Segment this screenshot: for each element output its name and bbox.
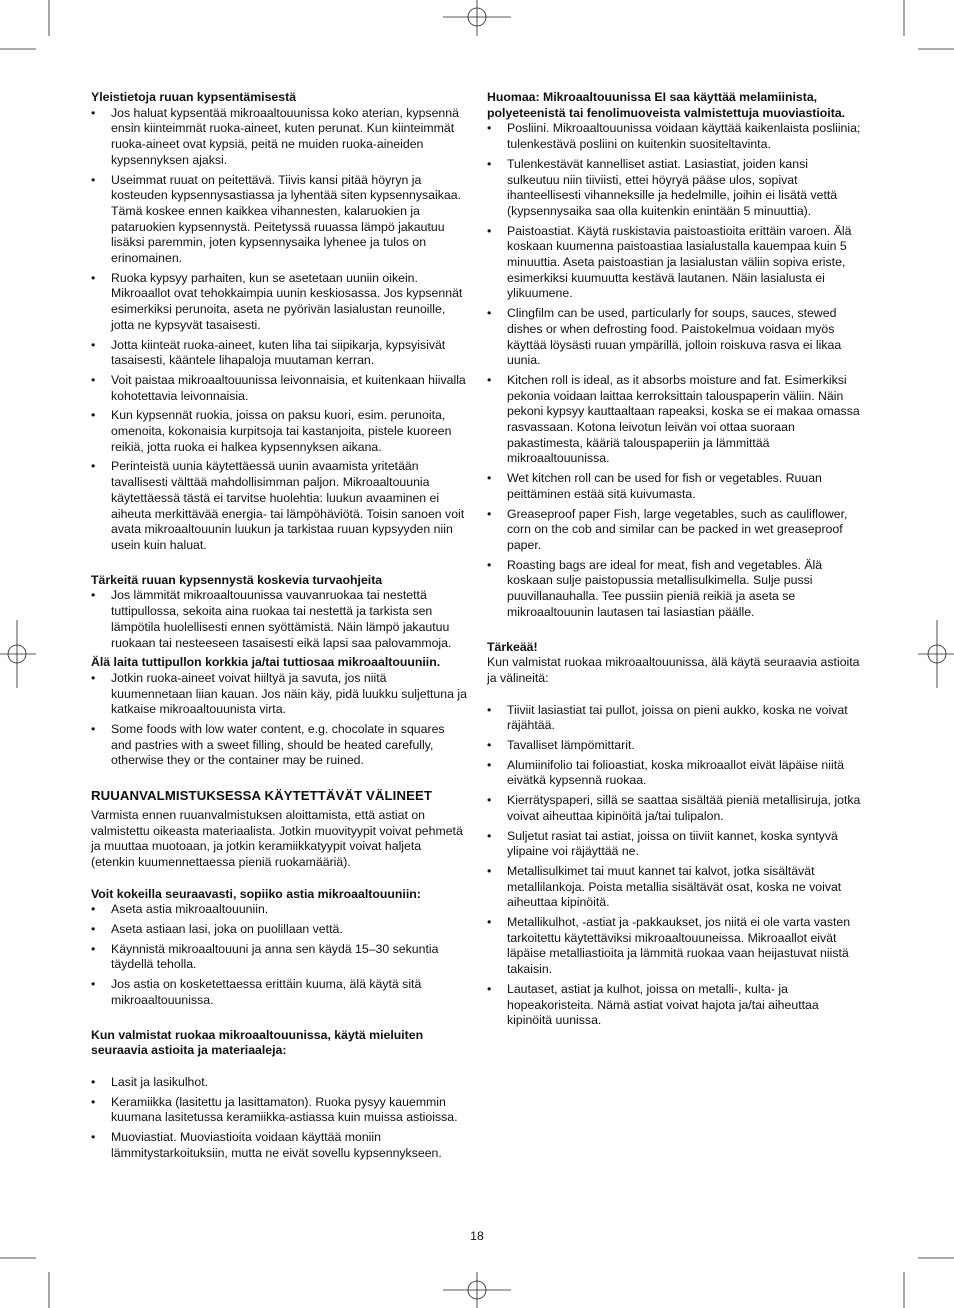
list-item: • Tiiviit lasiastiat tai pullot, joissa on pieni aukko, koska ne voivat räjähtää.: [487, 703, 863, 734]
list-item: • Aseta astia mikroaaltouuniin.: [91, 902, 467, 918]
list-item: • Kierrätyspaperi, sillä se saattaa sisältää pieniä metallisiruja, jotka voivat aiheuttaa kipinöitä ja/tai tulipalon.: [487, 793, 863, 824]
list-item: • Useimmat ruuat on peitettävä. Tiivis kansi pitää höyryn ja kosteuden kypsennysastiassa ja lyhentää siten kypsennysaikaa. Tämä koskee ennen kaikkea vihannesten, kalaruokien ja pataruokien kypsennystä. Peitetyssä ruuassa lämpö jakautuu lisäksi paremmin, joten kypsennysaika lyhenee ja tulos on erinomainen.: [91, 173, 467, 267]
list-item: • Perinteistä uunia käytettäessä uunin avaamista yritetään tavallisesti välttää mahdollisimman paljon. Mikroaaltouunia käytettäessä tästä ei tarvitse huolehtia: luukun avaaminen ei aiheuta merkittävää energia- tai lämpöhäviötä. Toisin sanoen voit avata mikroaaltouunin luukun ja tarkistaa ruuan kypsyyden niin usein kuin haluat.: [91, 459, 467, 553]
section-heading-test: Voit kokeilla seuraavasti, sopiiko astia mikroaaltouuniin:: [91, 886, 421, 901]
left-column: [91, 90, 467, 1161]
list-item: • Clingfilm can be used, particularly for soups, sauces, stewed dishes or when defrosting food. Paistokelmua voidaan myös käyttää löysästi ruuan ympärillä, jolloin roiskuva rasva ei likaa uunia.: [487, 306, 863, 369]
list-item: • Keramiikka (lasitettu ja lasittamaton). Ruoka pysyy kauemmin kuumana lasitetussa keramiikka-astiassa kuin muissa astioissa.: [91, 1095, 467, 1126]
list-item: • Käynnistä mikroaaltouuni ja anna sen käydä 15–30 sekuntia täydellä teholla.: [91, 942, 467, 973]
list-item: • Tulenkestävät kannelliset astiat. Lasiastiat, joiden kansi sulkeutuu niin tiiviisti, ettei höyryä pääse ulos, sopivat ihanteellisesti vihanneksille ja hedelmille, joihin ei lisätä vettä (kypsennysaika saa olla kuitenkin enintään 5 minuuttia).: [487, 157, 863, 220]
list-item: • Wet kitchen roll can be used for fish or vegetables. Ruuan peittäminen estää sitä kuivumasta.: [487, 471, 863, 502]
materials-list: [487, 121, 863, 620]
utensils-paragraph: Varmista ennen ruuanvalmistuksen aloittamista, että astiat on valmistettu oikeasta materiaalista. Jotkin muovityypit voivat pehmetä ja muuttaa muotoaan, ja jotkin keramiikkatyypit voivat haljeta (etenkin kuumennettaessa pieniä ruokamääriä).: [91, 807, 463, 869]
section-heading-recommended: Kun valmistat ruokaa mikroaaltouunissa, käytä mieluiten seuraavia astioita ja materiaaleja:: [91, 1027, 424, 1058]
list-item: • Metallikulhot, -astiat ja -pakkaukset, jos niitä ei ole varta vasten tarkoitettu käytettäviksi mikroaaltouuneissa. Mikroaallot eivät läpäise metalliastioita ja lämmitä ruokaa vaan heijastuvat niistä takaisin.: [487, 915, 863, 978]
list-item: • Suljetut rasiat tai astiat, joissa on tiiviit kannet, koska syntyvä ylipaine voi räjäyttää ne.: [487, 829, 863, 860]
list-item: • Jos astia on kosketettaessa erittäin kuuma, älä käytä sitä mikroaaltouunissa.: [91, 977, 467, 1008]
list-item: • Jotkin ruoka-aineet voivat hiiltyä ja savuta, jos niitä kuumennetaan liian kauan. Jos näin käy, pidä luukku suljettuna ja katkaise mikroaaltouunista virta.: [91, 671, 467, 718]
list-item: • Kitchen roll is ideal, as it absorbs moisture and fat. Esimerkiksi pekonia voidaan laittaa kerroksittain talouspaperin väliin. Näin pekoni kypsyy kauttaaltaan rapeaksi, koska se ei makaa omassa rasvassaan. Kotona leivotun leivän voi ottaa suoraan pakastimesta, kääriä talouspaperiin ja lämmittää mikroaaltouunissa.: [487, 373, 863, 467]
list-item: • Aseta astiaan lasi, joka on puolillaan vettä.: [91, 922, 467, 938]
list-item: • Muoviastiat. Muoviastioita voidaan käyttää moniin lämmitystarkoituksiin, mutta ne eivät sovellu kypsennykseen.: [91, 1130, 467, 1161]
bold-note: Älä laita tuttipullon korkkia ja/tai tuttiosaa mikroaaltouuniin.: [91, 655, 441, 670]
section-heading-safety: Tärkeitä ruuan kypsennystä koskevia turvaohjeita: [91, 572, 383, 587]
recommended-list: [91, 1075, 467, 1162]
section-heading-general: Yleistietoja ruuan kypsentämisestä: [91, 90, 297, 104]
list-item: • Some foods with low water content, e.g. chocolate in squares and pastries with a sweet filling, should be heated carefully, otherwise they or the container may be ruined.: [91, 722, 467, 769]
test-list: [91, 902, 467, 1008]
list-item: • Lautaset, astiat ja kulhot, joissa on metalli-, kulta- ja hopeakoristeita. Nämä astiat voivat hajota ja/tai aiheuttaa kipinöitä uunissa.: [487, 982, 863, 1029]
list-item: • Jotta kiinteät ruoka-aineet, kuten liha tai siipikarja, kypsyisivät tasaisesti, kääntele lihapaloja muutaman kerran.: [91, 338, 467, 369]
section-heading-utensils: RUUANVALMISTUKSESSA KÄYTETTÄVÄT VÄLINEET: [91, 788, 433, 804]
section-heading-note: Huomaa: Mikroaaltouunissa EI saa käyttää melamiinista, polyeteenistä tai fenolimuoveista valmistettuja muoviastioita.: [487, 90, 846, 120]
list-item: • Greaseproof paper Fish, large vegetables, such as cauliflower, corn on the cob and similar can be packed in wet greaseproof paper.: [487, 507, 863, 554]
page-number: 18: [470, 1229, 484, 1243]
list-item: • Tavalliset lämpömittarit.: [487, 738, 863, 754]
safety-list: [91, 588, 467, 651]
list-item: • Lasit ja lasikulhot.: [91, 1075, 467, 1091]
list-item: • Alumiinifolio tai folioastiat, koska mikroaallot eivät läpäise niitä eivätkä kypsennä ruokaa.: [487, 758, 863, 789]
list-item: • Paistoastiat. Käytä ruskistavia paistoastioita erittäin varoen. Älä koskaan kuumenna paistoastiaa lasialustalla kauempaa kuin 5 minuuttia. Aseta paistoastian ja lasialustan väliin sopiva eriste, esimerkiksi kuumuutta kestävä lautanen. Näin lasialusta ei ylikuumene.: [487, 224, 863, 303]
section-heading-important: Tärkeää!: [487, 639, 538, 654]
safety-list-2: [91, 671, 467, 769]
list-item: • Jos lämmität mikroaaltouunissa vauvanruokaa tai nestettä tuttipullossa, sekoita aina ruokaa tai nestettä ja tarkista sen lämpötila huolellisesti ennen syöttämistä. Näin lämpö jakautuu ruokaan tai nesteeseen tasaisesti eikä lapsi saa palovammoja.: [91, 588, 467, 651]
general-tips-list: [91, 106, 467, 554]
list-item: • Jos haluat kypsentää mikroaaltouunissa koko aterian, kypsennä ensin kiinteimmät ruoka-aineet, kuten perunat. Kun kiinteimmät ruoka-aineet ovat kypsiä, peitä ne muiden ruoka-aineiden kypsennyksen ajaksi.: [91, 106, 467, 169]
list-item: • Kun kypsennät ruokia, joissa on paksu kuori, esim. perunoita, omenoita, kokonaisia kurpitsoja tai kastanjoita, pistele kuoreen reikiä, jotta ruoka ei halkea kypsennyksen aikana.: [91, 408, 467, 455]
list-item: • Voit paistaa mikroaaltouunissa leivonnaisia, et kuitenkaan hiivalla kohotettavia leivonnaisia.: [91, 373, 467, 404]
list-item: • Roasting bags are ideal for meat, fish and vegetables. Älä koskaan sulje paistopussia metallisulkimella. Sulje pussi puuvillanauhalla. Tee pussiin pieniä reikiä ja aseta se mikroaaltouunin lautasen tai lasiastian päälle.: [487, 558, 863, 621]
list-item: • Posliini. Mikroaaltouunissa voidaan käyttää kaikenlaista posliinia; tulenkestävä posliini on kuitenkin suositeltavinta.: [487, 121, 863, 152]
right-column: [487, 90, 863, 1029]
list-item: • Metallisulkimet tai muut kannet tai kalvot, jotka sisältävät metallilankoja. Poista metallia sisältävät osat, koska ne voivat aiheuttaa kipinöitä.: [487, 864, 863, 911]
list-item: • Ruoka kypsyy parhaiten, kun se asetetaan uuniin oikein. Mikroaallot ovat tehokkaimpia uunin keskiosassa. Jos kypsennät esimerkiksi perunoita, aseta ne pyörivän lasialustan reunoille, jotta ne kypsyvät tasaisesti.: [91, 271, 467, 334]
important-intro: Kun valmistat ruokaa mikroaaltouunissa, älä käytä seuraavia astioita ja välineitä:: [487, 655, 860, 685]
forbidden-list: [487, 703, 863, 1029]
